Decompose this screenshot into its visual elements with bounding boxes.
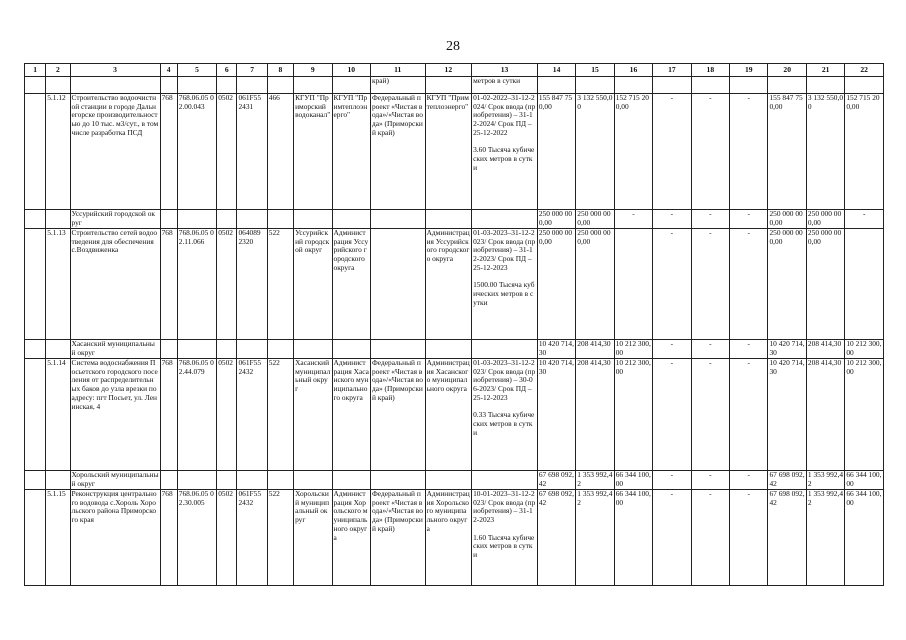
cell-c17: -	[653, 359, 691, 471]
cell-c10: КГУП "Примтеплоэнерго"	[332, 94, 370, 210]
table-row	[25, 359, 884, 471]
cell-c14: 67 698 092,42	[537, 490, 575, 586]
cell-c5: 768.06.05 02.00.043	[177, 94, 216, 210]
col-header: 16	[614, 64, 652, 77]
col-header: 11	[370, 64, 425, 77]
cell-capacity: метров в сутки	[472, 77, 538, 94]
cell-c12: Администрация Хасанского муниципального округа	[425, 359, 472, 471]
cell-c18: -	[691, 490, 729, 586]
page-number: 28	[446, 39, 460, 54]
cell-c18: -	[691, 210, 729, 229]
cell-c22: -	[845, 210, 884, 229]
cell-num: 5.1.13	[46, 229, 70, 340]
district-row	[25, 340, 884, 359]
cell-c14: 250 000 000,00	[537, 229, 575, 340]
cell-c19: -	[730, 359, 768, 471]
cell-c17: -	[653, 471, 691, 490]
district-row	[25, 210, 884, 229]
cell-c15: 208 414,30	[576, 340, 614, 359]
cell-c21: 250 000 000,00	[806, 229, 844, 340]
col-header: 14	[537, 64, 575, 77]
col-header: 6	[217, 64, 237, 77]
cell-num: 5.1.15	[46, 490, 70, 586]
cell-c7: 061F55 2432	[237, 490, 267, 586]
cell-c4: 768	[160, 94, 177, 210]
cell-c15: 250 000 000,00	[576, 210, 614, 229]
cell-c17: -	[653, 229, 691, 340]
cell-c17: -	[653, 490, 691, 586]
cell-c22	[845, 229, 884, 340]
col-header: 7	[237, 64, 267, 77]
cell-c7: 061F55 2431	[237, 94, 267, 210]
cell-c15: 1 353 992,42	[577, 470, 613, 488]
cell-name: Строительство водоочистной станции в городе Дальнегорске производительностью до 10 тыс. м3/сут., в том числе разработка ПСД	[70, 94, 160, 210]
col-header: 5	[177, 64, 216, 77]
table-row	[25, 490, 884, 586]
cell-c21: 1 353 992,42	[806, 490, 844, 586]
cell-c11	[370, 229, 425, 340]
cell-c17: -	[653, 210, 691, 229]
cell-c15: 208 414,30	[576, 359, 614, 471]
cell-c18: -	[691, 359, 729, 471]
cell-c11: Федеральный проект «Чистая вода»/«Чистая вода» (Приморский край)	[370, 359, 425, 471]
cell-name: Строительство сетей водоотведения для обеспечения с.Воздвиженка	[70, 229, 160, 340]
cell-c22: 66 344 100,00	[845, 490, 884, 586]
cell-c22: 10 212 300,00	[845, 359, 884, 471]
col-header: 3	[70, 64, 160, 77]
cell-c19: -	[730, 471, 768, 490]
cell-c14: 67 698 092,42	[538, 470, 574, 488]
cell-c6: 0502	[217, 359, 237, 471]
cell-c9: Хасанский муниципальный округ	[294, 359, 332, 471]
cell-c14: 250 000 000,00	[537, 210, 575, 229]
col-header: 18	[691, 64, 729, 77]
cell-c8: 522	[267, 490, 293, 586]
cell-name: Уссурийский городской округ	[70, 210, 160, 229]
cell-c22: 152 715 200,00	[845, 94, 884, 210]
cell-c11: Федеральный проект «Чистая вода»/«Чистая вода» (Приморский край)	[370, 94, 425, 210]
column-number-row	[25, 64, 884, 77]
col-header: 2	[46, 64, 70, 77]
cell-c21: 250 000 000,00	[806, 210, 844, 229]
cell-c15: 3 132 550,00	[576, 94, 614, 210]
cell-c13: 01-02-2022–31-12-2024/ Срок ввода (приобретения) – 31-12-2024/ Срок ПД – 25-12-2022 3.60 Тысяча кубических метров в сутки	[472, 94, 538, 210]
cell-c7: 061F55 2432	[237, 359, 267, 471]
cell-c12: Администрация Хорольского муниципального округа	[425, 490, 472, 586]
col-header: 12	[425, 64, 472, 77]
cell-c4: 768	[160, 229, 177, 340]
cell-c4: 768	[160, 490, 177, 586]
cell-c5: 768.06.05 02.30.005	[177, 490, 216, 586]
cell-c17: -	[653, 94, 691, 210]
cell-c6: 0502	[217, 94, 237, 210]
col-header: 20	[768, 64, 806, 77]
cell-c12: КГУП "Примтеплоэнерго"	[425, 94, 472, 210]
cell-c9: КГУП "Приморский водоканал"	[294, 94, 332, 210]
col-header: 10	[332, 64, 370, 77]
cell-c19: -	[730, 229, 768, 340]
cell-c8: 522	[267, 229, 293, 340]
col-header: 4	[160, 64, 177, 77]
cell-c18: -	[691, 94, 729, 210]
cell-c20: 67 698 092,42	[769, 470, 805, 488]
cell-c14: 10 420 714,30	[537, 359, 575, 471]
col-header: 9	[294, 64, 332, 77]
cell-c6: 0502	[217, 229, 237, 340]
investment-table	[24, 63, 884, 586]
col-header: 8	[267, 64, 293, 77]
cell-c8: 466	[267, 94, 293, 210]
col-header: 1	[25, 64, 46, 77]
cell-c16: 10 212 300,00	[614, 359, 652, 471]
cell-c19: -	[730, 210, 768, 229]
cell-c16: -	[614, 210, 652, 229]
cell-c11: Федеральный проект «Чистая вода»/«Чистая вода» (Приморский край)	[370, 490, 425, 586]
cell-c5: 768.06.05 02.44.079	[177, 359, 216, 471]
cell-name: Хасанский муниципальный округ	[70, 340, 160, 359]
cell-c16: 66 344 100,00	[614, 490, 652, 586]
cell-c13: 01-03-2023–31-12-2023/ Срок ввода (приобретения) – 31-12-2023/ Срок ПД – 25-12-2023 1500.00 Тысяча кубических метров в сутки	[472, 229, 538, 340]
cell-c20: 250 000 000,00	[768, 229, 806, 340]
cell-c16: 10 212 300,00	[615, 339, 651, 357]
cell-c18: -	[691, 471, 729, 490]
col-header: 19	[730, 64, 768, 77]
cell-name: Реконструкция центрального водовода с.Хороль Хорольского района Приморского края	[70, 490, 160, 586]
cell-c21: 1 353 992,42	[807, 470, 844, 488]
continuation-row	[25, 77, 884, 94]
cell-c20: 67 698 092,42	[768, 490, 806, 586]
cell-c9: Хорольский муниципальный округ	[294, 490, 332, 586]
cell-name: Система водоснабжения Посьетского городского поселения от распределительных баков до узла врезки по адресу: пгт Посьет, ул. Ленинская, 4	[70, 359, 160, 471]
cell-c10: Администрация Уссурийского городского округа	[332, 229, 370, 340]
cell-c14: 155 847 750,00	[537, 94, 575, 210]
col-header: 15	[576, 64, 614, 77]
district-row	[25, 471, 884, 490]
cell-c22: 66 344 100,00	[845, 471, 884, 490]
cell-c21: 208 414,30	[806, 340, 844, 359]
cell-c8: 522	[267, 359, 293, 471]
cell-c19: -	[730, 340, 768, 359]
cell-c20: 155 847 750,00	[768, 94, 806, 210]
cell-num: 5.1.12	[46, 94, 70, 210]
cell-c7: 064089 2320	[237, 229, 267, 340]
cell-c6: 0502	[217, 490, 237, 586]
col-header: 13	[472, 64, 538, 77]
cell-c10: Администрация Хорольского муниципального округа	[332, 490, 370, 586]
cell-c13: 10-01-2023–31-12-2023/ Срок ввода (приобретения) – 31-12-2023 1.60 Тысяча кубических метров в сутки	[472, 490, 538, 586]
cell-c21: 3 132 550,00	[806, 94, 844, 210]
cell-c5: 768.06.05 02.11.066	[177, 229, 216, 340]
cell-c14: 10 420 714,30	[538, 339, 574, 357]
cell-c12: Администрация Уссурийского городского округа	[425, 229, 472, 340]
cell-c20: 10 420 714,30	[769, 339, 805, 357]
cell-c21: 208 414,30	[806, 359, 844, 471]
cell-c15: 250 000 000,00	[576, 229, 614, 340]
cell-c16	[614, 229, 652, 340]
cell-c4: 768	[160, 359, 177, 471]
cell-c17: -	[653, 340, 691, 359]
cell-num: 5.1.14	[46, 359, 70, 471]
cell-c19: -	[730, 94, 768, 210]
cell-c13: 01-03-2023–31-12-2023/ Срок ввода (приобретения) – 30-06-2023/ Срок ПД – 25-12-2023 0.33 Тысяча кубических метров в сутки	[472, 359, 538, 471]
cell-c16: 66 344 100,00	[615, 470, 651, 488]
cell-name: Хорольский муниципальный округ	[71, 470, 159, 488]
cell-c10: Администрация Хасанского муниципального округа	[332, 359, 370, 471]
cell-c22: 10 212 300,00	[845, 340, 884, 359]
cell-c18: -	[691, 229, 729, 340]
cell-c20: 250 000 000,00	[768, 210, 806, 229]
col-header: 17	[653, 64, 691, 77]
cell-c18: -	[691, 340, 729, 359]
cell-c16: 152 715 200,00	[614, 94, 652, 210]
col-header: 22	[845, 64, 884, 77]
cell-source: край)	[370, 77, 425, 94]
cell-c9: Уссурийский городской округ	[294, 229, 332, 340]
table-row	[25, 229, 884, 340]
cell-c15: 1 353 992,42	[576, 490, 614, 586]
table-row	[25, 94, 884, 210]
cell-c19: -	[730, 490, 768, 586]
col-header: 21	[806, 64, 844, 77]
cell-c20: 10 420 714,30	[768, 359, 806, 471]
